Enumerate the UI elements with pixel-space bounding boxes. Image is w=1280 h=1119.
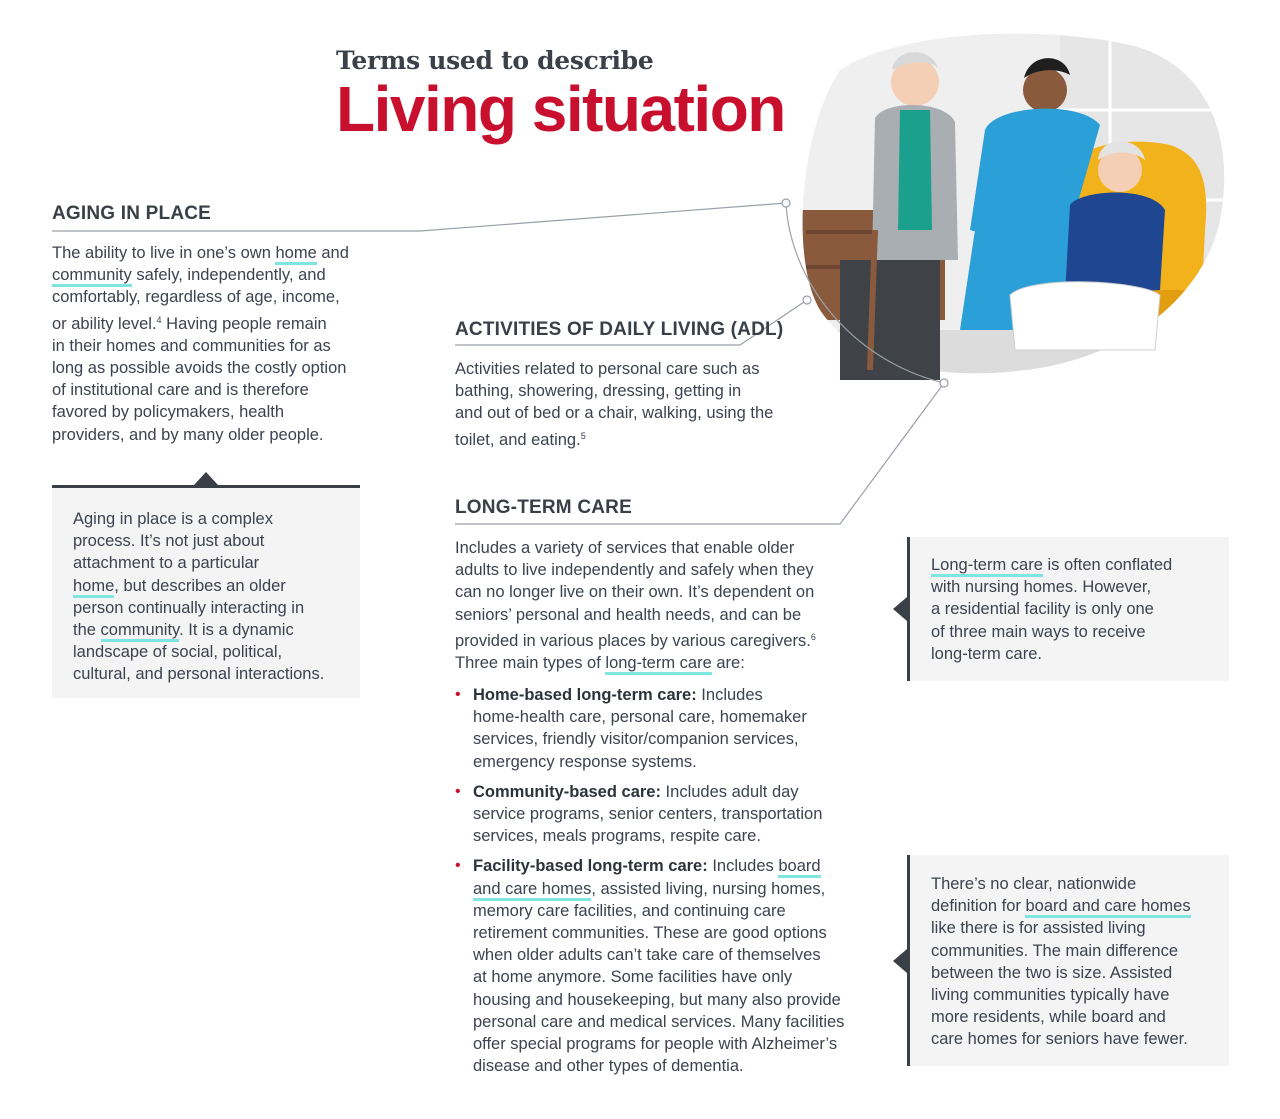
- text-run: care homes for seniors have fewer.: [931, 1030, 1188, 1049]
- text-run: with nursing homes. However,: [931, 578, 1152, 597]
- text-run: memory care facilities, and continuing care: [473, 901, 786, 920]
- text-run: toilet, and eating.: [455, 430, 581, 449]
- text-run: Three main types of: [455, 654, 606, 673]
- callout-pointer-left: [893, 597, 907, 621]
- text-run: service programs, senior centers, transportation: [473, 805, 823, 824]
- text-line: [473, 900, 875, 922]
- highlighted-term: board and care homes: [1025, 897, 1190, 918]
- highlighted-term: Long-term care: [931, 556, 1043, 577]
- board-and-care-callout: [907, 855, 1229, 1066]
- text-line: [931, 873, 1226, 895]
- text-run: is often conflated: [1042, 556, 1173, 574]
- adl-text: [455, 358, 815, 451]
- text-line: [473, 922, 875, 944]
- text-run: like there is for assisted living: [931, 919, 1146, 938]
- term-label: Home-based long-term care:: [473, 686, 697, 704]
- text-run: personal care and medical services. Many facilities: [473, 1012, 845, 1031]
- text-line: [455, 358, 815, 380]
- text-line: [455, 604, 875, 626]
- text-run: long as possible avoids the costly option: [52, 359, 347, 378]
- text-line: [73, 641, 353, 663]
- text-run: favored by policymakers, health: [52, 403, 285, 422]
- text-run: person continually interacting in: [73, 598, 305, 617]
- callout-pointer-left-2: [893, 949, 907, 973]
- text-run: retirement communities. These are good options: [473, 924, 827, 943]
- text-line: [455, 559, 875, 581]
- text-run: comfortably, regardless of age, income,: [52, 288, 340, 307]
- text-line: [931, 598, 1226, 620]
- highlighted-term: board: [778, 857, 820, 878]
- text-run: can no longer live on their own. It’s dependent on: [455, 583, 815, 602]
- text-run: more residents, while board and: [931, 1008, 1166, 1027]
- text-run: when older adults can’t take care of themselves: [473, 946, 821, 965]
- highlighted-term: community: [101, 621, 180, 642]
- text-line: [73, 575, 353, 597]
- highlighted-term: home: [275, 244, 316, 265]
- term-label: Facility-based long-term care:: [473, 857, 708, 876]
- text-run: bathing, showering, dressing, getting in: [455, 382, 742, 401]
- text-line: [455, 626, 875, 652]
- text-line: [473, 781, 875, 803]
- text-run: providers, and by many older people.: [52, 425, 324, 444]
- text-run: the: [73, 621, 101, 640]
- text-line: [473, 751, 875, 773]
- text-line: [931, 984, 1226, 1006]
- callout-pointer-up: [194, 472, 218, 485]
- text-run: at home anymore. Some facilities have only: [473, 968, 793, 987]
- highlighted-term: community: [52, 266, 132, 287]
- aging-in-place-callout: [52, 485, 360, 698]
- highlighted-term: and care homes: [473, 880, 591, 901]
- text-run: emergency response systems.: [473, 752, 697, 771]
- text-line: [931, 554, 1226, 576]
- text-line: [473, 855, 875, 877]
- highlighted-term: home: [73, 577, 114, 598]
- text-line: [52, 242, 382, 264]
- text-line: [473, 1055, 875, 1077]
- type-facility-based: [455, 855, 875, 1077]
- highlighted-term: long-term care: [605, 654, 711, 675]
- long-term-care-callout: [907, 537, 1229, 681]
- text-run: Aging in place is a complex: [73, 510, 273, 528]
- text-run: disease and other types of dementia.: [473, 1057, 744, 1076]
- text-line: [473, 803, 875, 825]
- text-line: [455, 425, 815, 451]
- text-line: [473, 966, 875, 988]
- text-run: Having people remain: [161, 314, 327, 333]
- footnote-ref: 6: [810, 631, 816, 642]
- text-run: , assisted living, nursing homes,: [591, 879, 826, 898]
- text-run: seniors’ personal and health needs, and can be: [455, 605, 802, 624]
- text-line: [473, 1011, 875, 1033]
- text-line: [73, 508, 353, 530]
- text-run: , but describes an older: [114, 576, 286, 595]
- text-run: process. It’s not just about: [73, 532, 265, 551]
- text-run: services, friendly visitor/companion services,: [473, 730, 799, 749]
- text-line: [52, 357, 382, 379]
- page-title: Living situation: [336, 73, 785, 145]
- text-line: [931, 917, 1226, 939]
- text-run: adults to live independently and safely when they: [455, 561, 814, 580]
- text-line: [455, 402, 815, 424]
- text-run: landscape of social, political,: [73, 643, 283, 662]
- text-run: and: [316, 244, 349, 262]
- text-run: definition for: [931, 897, 1026, 916]
- text-line: [73, 530, 353, 552]
- text-run: There’s no clear, nationwide: [931, 875, 1137, 893]
- text-run: Includes: [696, 686, 763, 704]
- aging-in-place-callout-text: [73, 508, 353, 686]
- text-line: [52, 379, 382, 401]
- text-line: [73, 552, 353, 574]
- text-line: [73, 597, 353, 619]
- text-line: [52, 309, 382, 335]
- text-line: [931, 895, 1226, 917]
- text-line: [455, 581, 875, 603]
- text-line: [52, 335, 382, 357]
- footnote-ref: 5: [580, 430, 586, 441]
- text-run: home-health care, personal care, homemaker: [473, 708, 807, 727]
- text-line: [52, 401, 382, 423]
- text-run: long-term care.: [931, 644, 1042, 663]
- text-line: [473, 944, 875, 966]
- text-run: offer special programs for people with Alzheimer’s: [473, 1035, 838, 1054]
- text-run: are:: [711, 654, 745, 673]
- text-run: communities. The main difference: [931, 941, 1179, 960]
- text-run: Includes adult day: [660, 782, 799, 801]
- text-line: [73, 619, 353, 641]
- text-line: [473, 1033, 875, 1055]
- text-run: living communities typically have: [931, 986, 1170, 1005]
- text-run: provided in various places by various caregivers.: [455, 631, 811, 650]
- text-line: [473, 989, 875, 1011]
- page-kicker: Terms used to describe: [336, 46, 654, 75]
- text-line: [931, 621, 1226, 643]
- long-term-care-text: [455, 537, 875, 674]
- text-line: [473, 878, 875, 900]
- text-run: of three main ways to receive: [931, 622, 1146, 641]
- adl-heading: ACTIVITIES OF DAILY LIVING (ADL): [455, 319, 784, 340]
- text-line: [455, 652, 875, 674]
- text-run: The ability to live in one’s own: [52, 244, 276, 262]
- aging-in-place-heading: AGING IN PLACE: [52, 203, 212, 224]
- long-term-care-callout-text: [931, 554, 1226, 665]
- text-run: Includes a variety of services that enable older: [455, 539, 795, 557]
- text-run: Activities related to personal care such as: [455, 360, 760, 378]
- term-label: Community-based care:: [473, 782, 661, 801]
- text-line: [455, 380, 815, 402]
- text-run: in their homes and communities for as: [52, 336, 331, 355]
- text-run: attachment to a particular: [73, 554, 260, 573]
- type-home-based: [455, 684, 875, 773]
- text-line: [52, 424, 382, 446]
- text-line: [931, 1028, 1226, 1050]
- text-run: between the two is size. Assisted: [931, 963, 1173, 982]
- text-line: [455, 537, 875, 559]
- text-line: [931, 643, 1226, 665]
- text-run: or ability level.: [52, 314, 157, 333]
- text-line: [473, 706, 875, 728]
- text-line: [931, 576, 1226, 598]
- text-line: [52, 286, 382, 308]
- text-line: [52, 264, 382, 286]
- footnote-ref: 4: [156, 314, 162, 325]
- text-run: services, meals programs, respite care.: [473, 827, 761, 846]
- long-term-care-heading: LONG-TERM CARE: [455, 497, 632, 518]
- text-line: [73, 663, 353, 685]
- type-community-based: [455, 781, 875, 848]
- text-run: safely, independently, and: [131, 266, 326, 285]
- text-line: [473, 825, 875, 847]
- text-run: cultural, and personal interactions.: [73, 665, 325, 684]
- text-run: a residential facility is only one: [931, 600, 1154, 619]
- text-run: housing and housekeeping, but many also provide: [473, 990, 841, 1009]
- long-term-care-types: [455, 684, 875, 1085]
- text-run: . It is a dynamic: [179, 621, 294, 640]
- text-line: [931, 940, 1226, 962]
- text-line: [931, 1006, 1226, 1028]
- aging-in-place-text: [52, 242, 382, 446]
- text-line: [473, 728, 875, 750]
- text-run: and out of bed or a chair, walking, using the: [455, 404, 774, 423]
- board-and-care-callout-text: [931, 873, 1226, 1051]
- text-run: of institutional care and is therefore: [52, 381, 309, 400]
- text-line: [473, 684, 875, 706]
- text-line: [931, 962, 1226, 984]
- text-run: Includes: [707, 857, 779, 876]
